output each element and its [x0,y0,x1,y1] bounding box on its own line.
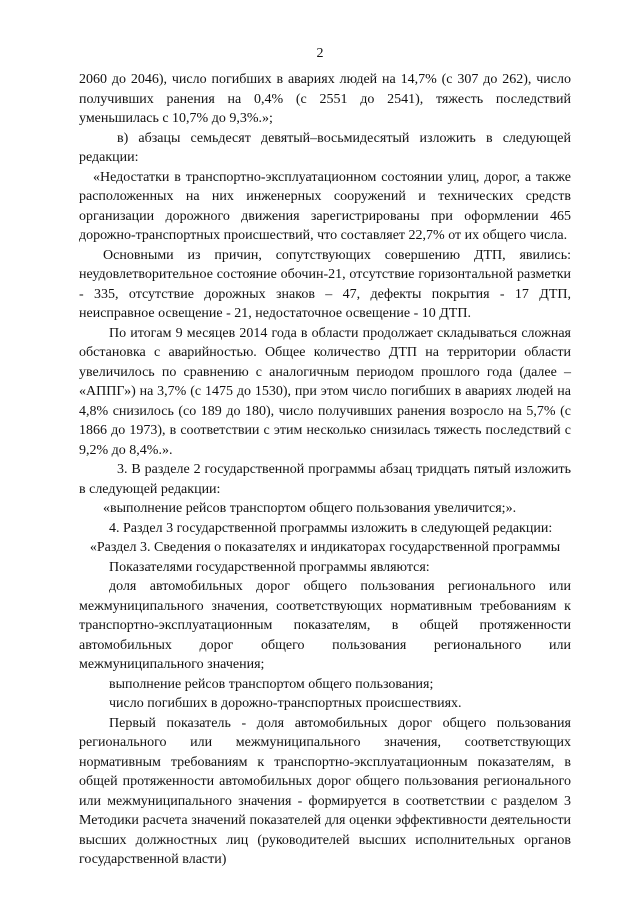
paragraph-6: 3. В разделе 2 государственной программы абзац тридцать пятый изложить в следующей редакции: [79,462,571,497]
paragraph-7: «выполнение рейсов транспортом общего пользования увеличится;». [103,501,517,516]
page-number: 2 [316,46,324,61]
paragraph-11: доля автомобильных дорог общего пользования регионального или межмуниципального значения, соответствующих нормативным требованиям к транспортно-эксплуатационным показателям, в общей протяженности автомобильных дорог общего пользования регионального или межмуниципального значения; [79,579,571,672]
paragraph-10: Показателями государственной программы являются: [109,559,430,575]
paragraph-2: в) абзацы семьдесят девятый–восьмидесятый изложить в следующей редакции: [79,130,571,165]
paragraph-5: По итогам 9 месяцев 2014 года в области продолжает складываться сложная обстановка с аварийностью. Общее количество ДТП на территории области увеличилось по сравнению с аналогичным периодом прошлого года (далее – «АППГ») на 3,7% (с 1475 до 1530), при этом число погибших в авариях людей на 4,8% снизилось (со 189 до 180), число получивших ранения возросло на 5,7% (с 1866 до 1973), в соответствии с этим несколько снизилась тяжесть последствий с 9,2% до 8,4%.». [79,325,571,458]
paragraph-12: выполнение рейсов транспортом общего пользования; [109,676,434,692]
paragraph-4: Основными из причин, сопутствующих совершению ДТП, явились: неудовлетворительное состояние обочин-21, отсутствие горизонтальной разметки - 335, отсутствие дорожных знаков – 47, дефекты покрытия - 17 ДТП, неисправное освещение - 21, недостаточное освещение - 10 ДТП. [79,247,571,321]
paragraph-1: 2060 до 2046), число погибших в авариях людей на 14,7% (с 307 до 262), число получивших ранения на 0,4% (с 2551 до 2541), тяжесть последствий уменьшилась с 10,7% до 9,3%.»; [79,72,571,126]
paragraph-8: 4. Раздел 3 государственной программы изложить в следующей редакции: [109,520,553,536]
paragraph-13: число погибших в дорожно-транспортных происшествиях. [109,696,462,711]
paragraph-14: Первый показатель - доля автомобильных дорог общего пользования регионального или межмуниципального значения, соответствующих нормативным требованиям к транспортно-эксплуатационным показателям, в общей протяженности автомобильных дорог общего пользования регионального или межмуниципального значения - формируется в соответствии с разделом 3 Методики расчета значений показателей для оценки эффективности деятельности высших должностных лиц (руководителей высших исполнительных органов государственной власти) [79,715,571,867]
paragraph-3: «Недостатки в транспортно-эксплуатационном состоянии улиц, дорог, а также расположенных на них инженерных сооружений и технических средств организации дорожного движения зарегистрированы при оформлении 465 дорожно-транспортных происшествий, что составляет 22,7% от их общего числа. [79,169,571,243]
section-heading: «Раздел 3. Сведения о показателях и индикаторах государственной программы [89,540,561,555]
document-body [79,70,571,870]
